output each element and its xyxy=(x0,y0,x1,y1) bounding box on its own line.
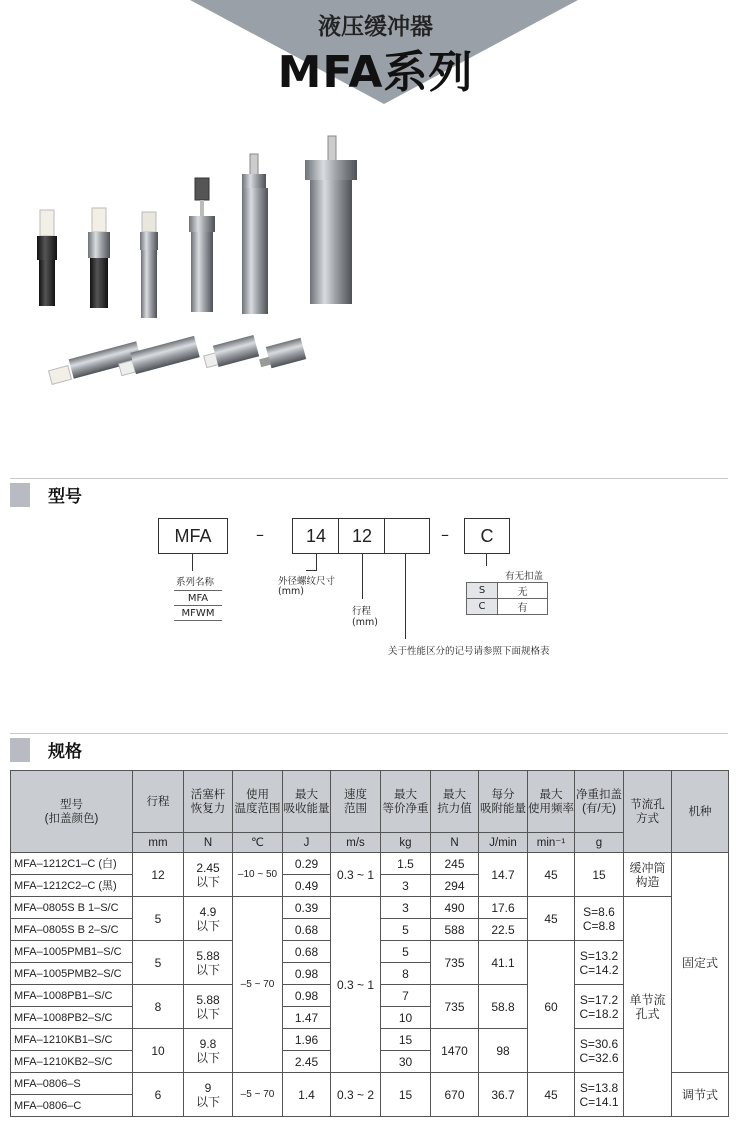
header-text: 最大 xyxy=(394,788,417,801)
header-text: 使用 xyxy=(246,788,269,801)
energy-cell: 0.98 xyxy=(283,963,331,985)
force-cell xyxy=(184,853,233,897)
resist-cell: 490 xyxy=(431,897,479,919)
header-model xyxy=(11,771,133,853)
energy-min-cell: 22.5 xyxy=(479,919,528,941)
code-dash-2: – xyxy=(441,525,449,544)
energy-min-cell: 58.8 xyxy=(479,985,528,1029)
energy-cell: 1.4 xyxy=(283,1073,331,1117)
orifice-cell xyxy=(624,853,672,897)
cell-text: C=14.1 xyxy=(579,1094,619,1109)
mass-cell: 5 xyxy=(381,919,431,941)
unit-cell: N xyxy=(184,833,233,853)
unit-cell: g xyxy=(575,833,624,853)
connector-line xyxy=(405,553,406,639)
cell-text: S=30.6 xyxy=(579,1036,619,1051)
cell-text: 9.8 xyxy=(199,1036,217,1051)
resist-cell: 735 xyxy=(431,985,479,1029)
stroke-cell: 6 xyxy=(133,1073,184,1117)
speed-cell: 0.3 ~ 2 xyxy=(331,1073,381,1117)
unit-cell: N xyxy=(431,833,479,853)
series-option: MFWM xyxy=(174,606,222,621)
section-marker xyxy=(10,738,30,762)
table-row xyxy=(11,1073,729,1095)
connector-line xyxy=(306,570,317,571)
model-section-title: 型号 xyxy=(48,487,82,507)
header-weight xyxy=(575,771,624,833)
model-cell: MFA–0805S B 2–S/C xyxy=(11,919,133,941)
energy-cell: 0.49 xyxy=(283,875,331,897)
header-text: 温度范围 xyxy=(234,802,281,815)
mass-cell: 10 xyxy=(381,1007,431,1029)
model-cell: MFA–1210KB2–S/C xyxy=(11,1051,133,1073)
cell-text: 4.9 xyxy=(199,904,217,919)
energy-min-cell: 36.7 xyxy=(479,1073,528,1117)
cap-header: 有无扣盖 xyxy=(505,571,544,582)
code-thread-box: 14 xyxy=(292,518,340,554)
header-text: 机种 xyxy=(688,805,712,818)
cell-text: 以下 xyxy=(195,962,220,977)
cell-text: S=8.6 xyxy=(583,904,615,919)
mass-cell: 15 xyxy=(381,1073,431,1117)
resist-cell: 735 xyxy=(431,941,479,985)
series-option: MFA xyxy=(174,591,222,606)
unit-cell: ℃ xyxy=(233,833,283,853)
mass-cell: 5 xyxy=(381,941,431,963)
header-return-force xyxy=(184,771,233,833)
model-cell: MFA–0805S B 1–S/C xyxy=(11,897,133,919)
header-text: 使用频率 xyxy=(528,802,574,815)
header-text: 型号 xyxy=(60,798,83,811)
header-text: 范围 xyxy=(344,802,367,815)
cell-text: 以下 xyxy=(195,1094,220,1109)
orifice-cell xyxy=(624,897,672,1117)
page-title-cn: 液压缓冲器 xyxy=(318,14,433,40)
energy-cell: 1.47 xyxy=(283,1007,331,1029)
unit-cell: min⁻¹ xyxy=(528,833,575,853)
resist-cell: 1470 xyxy=(431,1029,479,1073)
thread-label: 外径螺纹尺寸 xyxy=(278,576,336,587)
model-cell: MFA–1210KB1–S/C xyxy=(11,1029,133,1051)
header-text: 净重扣盖 xyxy=(576,788,622,801)
header-text: 节流孔 xyxy=(630,798,665,811)
stroke-cell: 12 xyxy=(133,853,184,897)
model-cell: MFA–1008PB1–S/C xyxy=(11,985,133,1007)
table-row xyxy=(11,853,729,875)
weight-cell xyxy=(575,985,624,1029)
header-energy xyxy=(283,771,331,833)
cell-text: S=13.8 xyxy=(579,1080,619,1095)
header-text: 恢复力 xyxy=(190,802,226,815)
cell-text: C=8.8 xyxy=(582,918,616,933)
stroke-cell: 5 xyxy=(133,941,184,985)
cap-meaning: 有 xyxy=(498,599,548,615)
cell-text: 构造 xyxy=(635,874,660,889)
force-cell xyxy=(184,941,233,985)
freq-cell: 45 xyxy=(528,897,575,941)
header-row xyxy=(11,771,729,833)
header-text: 行程 xyxy=(146,795,170,808)
header-text: 等价净重 xyxy=(382,802,429,815)
spec-table xyxy=(10,770,729,1117)
mass-cell: 1.5 xyxy=(381,853,431,875)
cell-text: C=14.2 xyxy=(579,962,619,977)
resist-cell: 245 xyxy=(431,853,479,875)
connector-line xyxy=(316,553,317,571)
header-text: 抗力值 xyxy=(437,802,472,815)
header-type xyxy=(672,771,729,853)
header-text: 方式 xyxy=(636,812,659,825)
code-performance-box xyxy=(384,518,430,554)
cap-meaning: 无 xyxy=(498,583,548,599)
connector-line xyxy=(486,553,487,566)
header-orifice xyxy=(624,771,672,853)
force-cell xyxy=(184,1029,233,1073)
model-cell: MFA–1212C2–C (黑) xyxy=(11,875,133,897)
energy-min-cell: 41.1 xyxy=(479,941,528,985)
cell-text: 以下 xyxy=(195,1006,220,1021)
cap-code: S xyxy=(467,583,498,599)
type-cell: 调节式 xyxy=(672,1073,729,1117)
stroke-cell: 10 xyxy=(133,1029,184,1073)
unit-cell: J/min xyxy=(479,833,528,853)
header-text: (有/无) xyxy=(582,802,616,815)
force-cell xyxy=(184,897,233,941)
model-cell: MFA–1005PMB1–S/C xyxy=(11,941,133,963)
series-label: 系列名称 xyxy=(176,577,215,588)
type-cell: 固定式 xyxy=(672,853,729,1073)
weight-cell xyxy=(575,897,624,941)
energy-cell: 0.39 xyxy=(283,897,331,919)
force-cell xyxy=(184,985,233,1029)
cell-text: 单节流 xyxy=(629,992,666,1007)
temp-cell: –10 ~ 50 xyxy=(233,853,283,897)
model-cell: MFA–0806–C xyxy=(11,1095,133,1117)
resist-cell: 588 xyxy=(431,919,479,941)
cell-text: 以下 xyxy=(195,918,220,933)
header-resist xyxy=(431,771,479,833)
unit-cell: m/s xyxy=(331,833,381,853)
header-mass xyxy=(381,771,431,833)
stroke-cell: 5 xyxy=(133,897,184,941)
cell-text: 孔式 xyxy=(635,1006,660,1021)
cell-text: 5.88 xyxy=(196,992,220,1007)
header-temp xyxy=(233,771,283,833)
mass-cell: 8 xyxy=(381,963,431,985)
stroke-unit: (mm) xyxy=(352,617,378,628)
model-cell: MFA–1008PB2–S/C xyxy=(11,1007,133,1029)
freq-cell: 60 xyxy=(528,941,575,1073)
cell-text: 缓冲筒 xyxy=(629,860,666,875)
cell-text: C=32.6 xyxy=(579,1050,619,1065)
mass-cell: 15 xyxy=(381,1029,431,1051)
model-cell: MFA–1212C1–C (白) xyxy=(11,853,133,875)
connector-line xyxy=(192,553,193,571)
energy-min-cell: 98 xyxy=(479,1029,528,1073)
cell-text: C=18.2 xyxy=(579,1006,619,1021)
shock-absorbers-product-photo xyxy=(20,118,420,408)
energy-min-cell: 17.6 xyxy=(479,897,528,919)
freq-cell: 45 xyxy=(528,853,575,897)
speed-cell: 0.3 ~ 1 xyxy=(331,897,381,1073)
stroke-cell: 8 xyxy=(133,985,184,1029)
mass-cell: 3 xyxy=(381,875,431,897)
model-cell: MFA–0806–S xyxy=(11,1073,133,1095)
series-options-table xyxy=(174,590,222,621)
cell-text: 以下 xyxy=(195,874,220,889)
header-speed xyxy=(331,771,381,833)
header-text: 吸附能量 xyxy=(480,802,526,815)
header-text: 每分 xyxy=(491,788,515,801)
resist-cell: 670 xyxy=(431,1073,479,1117)
weight-cell xyxy=(575,1073,624,1117)
header-text: (扣盖颜色) xyxy=(44,812,99,825)
cell-text: 5.88 xyxy=(196,948,220,963)
energy-min-cell: 14.7 xyxy=(479,853,528,897)
thread-unit: (mm) xyxy=(278,586,304,597)
resist-cell: 294 xyxy=(431,875,479,897)
cell-text: 以下 xyxy=(195,1050,220,1065)
header-text: 最大 xyxy=(539,788,563,801)
unit-cell: mm xyxy=(133,833,184,853)
table-row xyxy=(11,897,729,919)
header-energy-min xyxy=(479,771,528,833)
speed-cell: 0.3 ~ 1 xyxy=(331,853,381,897)
unit-cell: kg xyxy=(381,833,431,853)
header-freq xyxy=(528,771,575,833)
header-text: 最大 xyxy=(295,788,318,801)
freq-cell: 45 xyxy=(528,1073,575,1117)
header-stroke xyxy=(133,771,184,833)
temp-cell: –5 ~ 70 xyxy=(233,897,283,1073)
force-cell xyxy=(184,1073,233,1117)
spec-section-title: 规格 xyxy=(48,742,82,762)
energy-cell: 0.68 xyxy=(283,941,331,963)
code-cap-box: C xyxy=(464,518,510,554)
code-dash-1: – xyxy=(256,525,264,544)
cap-code: C xyxy=(467,599,498,615)
performance-note: 关于性能区分的记号请参照下面规格表 xyxy=(388,646,550,657)
mass-cell: 30 xyxy=(381,1051,431,1073)
weight-cell xyxy=(575,1029,624,1073)
energy-cell: 2.45 xyxy=(283,1051,331,1073)
weight-cell: 15 xyxy=(575,853,624,897)
temp-cell: –5 ~ 70 xyxy=(233,1073,283,1117)
page-title-en: MFA系列 xyxy=(277,47,474,98)
cap-options-table xyxy=(466,582,548,615)
model-section-header xyxy=(10,478,728,511)
header-text: 最大 xyxy=(443,788,466,801)
code-stroke-box: 12 xyxy=(338,518,386,554)
energy-cell: 0.29 xyxy=(283,853,331,875)
mass-cell: 3 xyxy=(381,897,431,919)
energy-cell: 1.96 xyxy=(283,1029,331,1051)
spec-section-header xyxy=(10,733,728,766)
header-text: 吸收能量 xyxy=(283,802,330,815)
header-text: 活塞杆 xyxy=(190,788,226,801)
section-marker xyxy=(10,483,30,507)
code-prefix-box: MFA xyxy=(158,518,228,554)
cell-text: S=13.2 xyxy=(579,948,619,963)
unit-cell: J xyxy=(283,833,331,853)
connector-line xyxy=(362,553,363,599)
energy-cell: 0.68 xyxy=(283,919,331,941)
cell-text: 9 xyxy=(204,1080,212,1095)
energy-cell: 0.98 xyxy=(283,985,331,1007)
mass-cell: 7 xyxy=(381,985,431,1007)
model-cell: MFA–1005PMB2–S/C xyxy=(11,963,133,985)
header-text: 速度 xyxy=(344,788,367,801)
stroke-label: 行程 xyxy=(352,606,372,617)
cell-text: S=17.2 xyxy=(579,992,619,1007)
cell-text: 2.45 xyxy=(196,860,220,875)
weight-cell xyxy=(575,941,624,985)
